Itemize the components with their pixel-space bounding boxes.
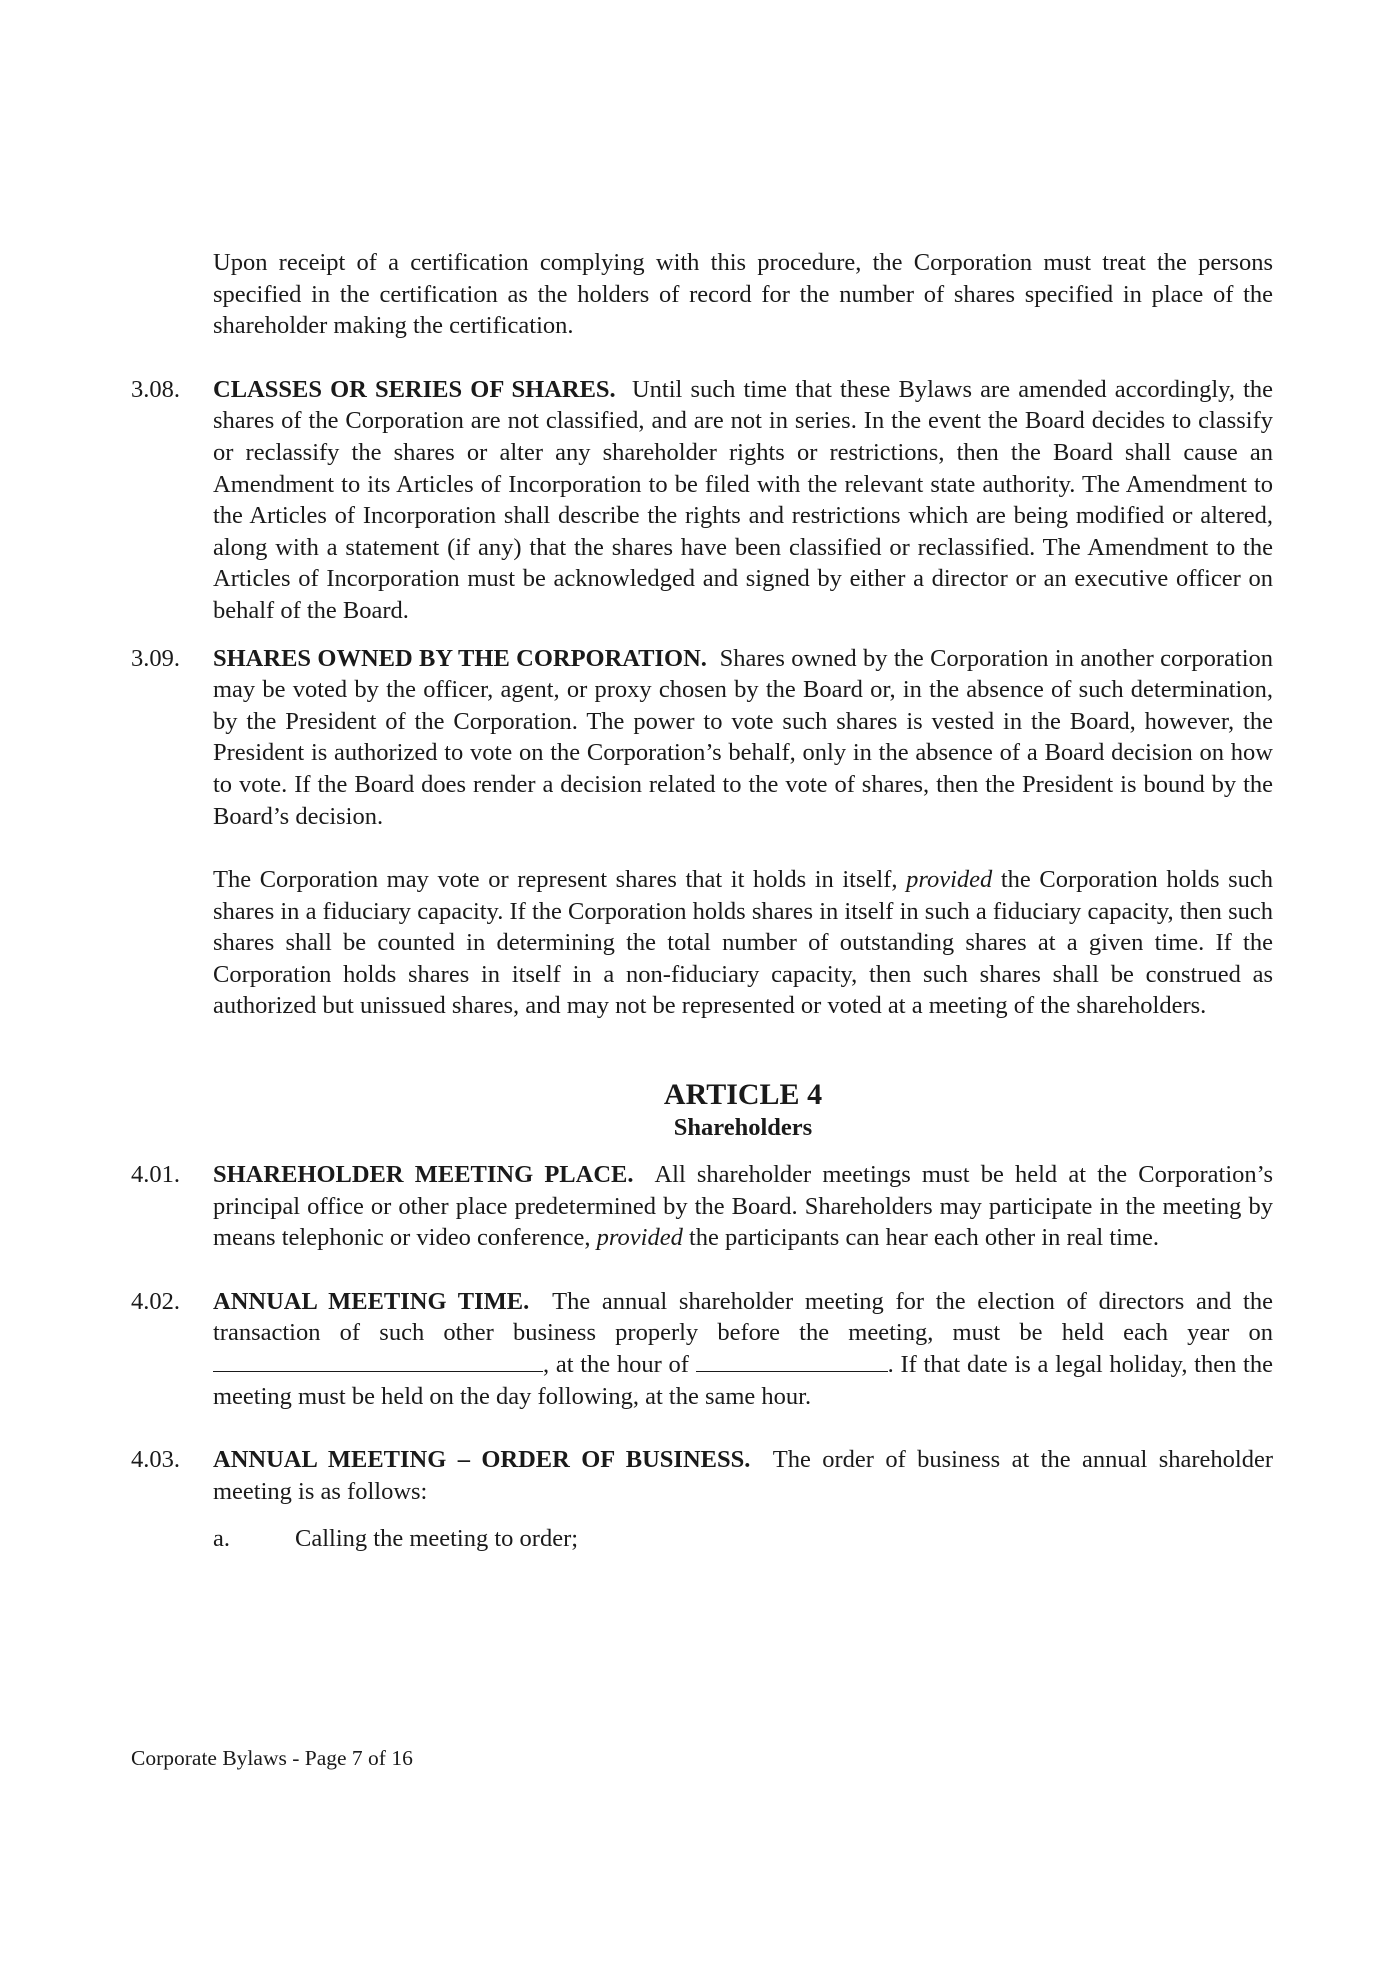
section-text: The annual shareholder meeting for the election of directors and the transaction of such other business properly before the meeting, must be held each year on [213, 1287, 1273, 1347]
list-item-text: Calling the meeting to order; [295, 1525, 579, 1553]
section-4-03 [131, 1444, 1273, 1507]
section-number: 3.09. [131, 644, 180, 672]
list-letter: a. [213, 1525, 230, 1553]
section-text: Shares owned by the Corporation in another corporation may be voted by the officer, agent, or proxy chosen by the Board or, in the absence of such determination, by the President of the Corporation. The power to vote such shares is vested in the Board, however, the President is authorized to vote on the Corporation’s behalf, only in the absence of a Board decision on how to vote. If the Board does render a decision related to the vote of shares, then the President is bound by the Board’s decision. [213, 644, 1274, 830]
section-body [213, 374, 1273, 627]
list-item [213, 1523, 1273, 1555]
section-number: 4.03. [131, 1446, 180, 1474]
date-blank-field[interactable] [213, 1349, 543, 1372]
section-title: ANNUAL MEETING TIME. [213, 1287, 530, 1315]
article-heading [213, 1078, 1273, 1143]
section-body [213, 1159, 1273, 1254]
section-4-01 [131, 1159, 1273, 1254]
article-title: ARTICLE 4 [663, 1078, 823, 1112]
section-3-09-paragraph-2 [213, 864, 1273, 1022]
emphasis-text: provided [906, 866, 993, 894]
section-text: The order of business at the annual shareholder meeting is as follows: [213, 1446, 1273, 1505]
section-4-02 [131, 1286, 1273, 1412]
section-number: 4.01. [131, 1161, 180, 1189]
section-text: . If that date is a legal holiday, then the meeting must be held on the day following, at the same hour. [213, 1351, 1273, 1410]
section-title: SHAREHOLDER MEETING PLACE. [213, 1161, 634, 1189]
section-number: 4.02. [131, 1287, 180, 1315]
section-title: ANNUAL MEETING – ORDER OF BUSINESS. [213, 1446, 751, 1474]
page-footer: Corporate Bylaws - Page 7 of 16 [131, 1746, 413, 1770]
paragraph-text: the Corporation holds such shares in a fiduciary capacity. If the Corporation holds shares in itself in such a fiduciary capacity, then such shares shall be counted in determining the total number of outstanding shares at a given time. If the Corporation holds shares in itself in a non-fiduciary capacity, then such shares shall be construed as authorized but unissued shares, and may not be represented or voted at a meeting of the shareholders. [213, 866, 1273, 1020]
section-body [213, 1286, 1273, 1412]
section-text: , at the hour of [543, 1351, 696, 1379]
article-subtitle: Shareholders [673, 1114, 813, 1142]
section-text: All shareholder meetings must be held at the Corporation’s principal office or other place predetermined by the Board. Shareholders may participate in the meeting by means telephonic or video conference, [213, 1161, 1273, 1252]
section-text: Until such time that these Bylaws are amended accordingly, the shares of the Corporation are not classified, and are not in series. In the event the Board decides to classify or reclassify the shares or alter any shareholder rights or restrictions, then the Board shall cause an Amendment to its Articles of Incorporation to be filed with the relevant state authority. The Amendment to the Articles of Incorporation shall describe the rights and restrictions which are being modified or altered, along with a statement (if any) that the shares have been classified or reclassified. The Amendment to the Articles of Incorporation must be acknowledged and signed by either a director or an executive officer on behalf of the Board. [213, 375, 1274, 624]
section-3-09 [131, 643, 1273, 833]
emphasis-text: provided [596, 1224, 683, 1252]
intro-paragraph: Upon receipt of a certification complying with this procedure, the Corporation must treat the persons specified in the certification as the holders of record for the number of shares specified in place of the shareholder making the certification. [213, 249, 1273, 340]
paragraph-text: The Corporation may vote or represent shares that it holds in itself, [213, 866, 907, 894]
section-body [213, 643, 1273, 833]
hour-blank-field[interactable] [696, 1349, 888, 1372]
section-title: CLASSES OR SERIES OF SHARES. [213, 375, 616, 403]
section-number: 3.08. [131, 375, 180, 403]
page-content [131, 247, 1273, 1555]
section-title: SHARES OWNED BY THE CORPORATION. [213, 644, 707, 672]
section-body [213, 1444, 1273, 1507]
section-text: the participants can hear each other in real time. [682, 1224, 1160, 1252]
section-3-08 [131, 374, 1273, 627]
